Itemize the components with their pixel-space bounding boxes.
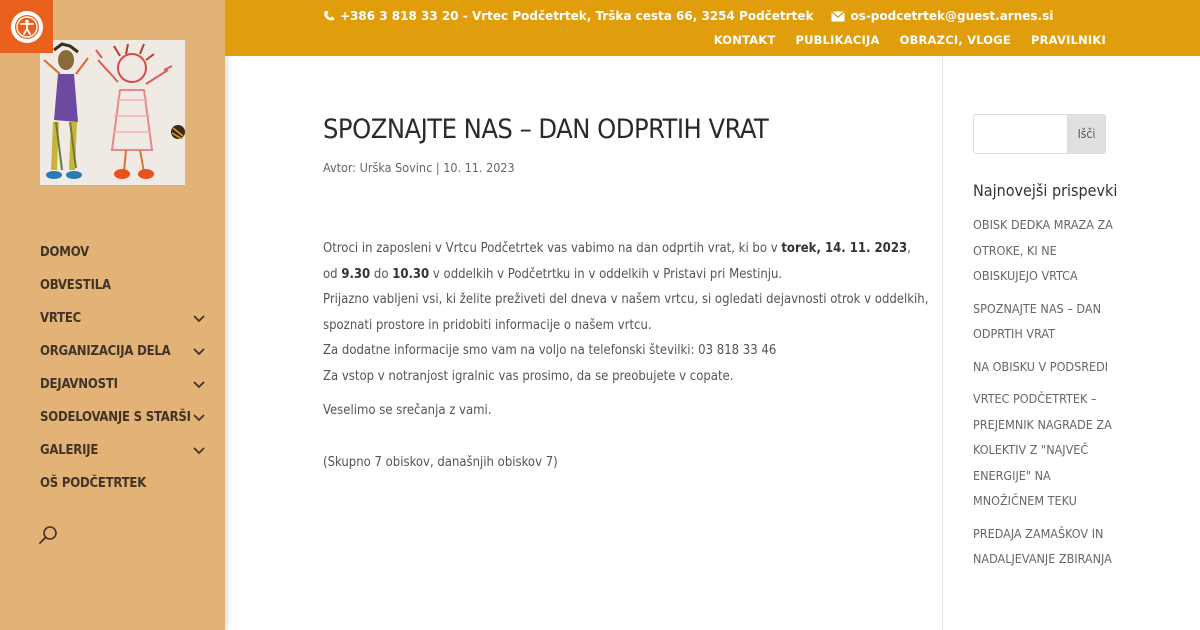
- meta-separator: |: [435, 160, 440, 175]
- post-closing: Veselimo se srečanja z vami.: [323, 402, 492, 418]
- children-drawing-image: [40, 40, 185, 185]
- recent-posts-list: [973, 212, 1113, 579]
- recent-post-link[interactable]: NA OBISKU V PODSREDI: [973, 358, 1109, 374]
- chevron-down-icon[interactable]: [192, 411, 206, 425]
- highlight-time-end: 10.30: [392, 266, 430, 282]
- top-header: [225, 0, 1200, 56]
- sidebar-item-galerije[interactable]: [40, 434, 210, 467]
- sidebar-item-label: SODELOVANJE S STARŠI: [40, 410, 191, 425]
- email-text: os-podcetrtek@guest.arnes.si: [850, 9, 1054, 23]
- sidebar-item-label: OBVESTILA: [40, 278, 111, 293]
- sidebar-divider: [942, 56, 943, 630]
- article: [323, 114, 929, 470]
- chevron-down-icon[interactable]: [192, 444, 206, 458]
- sidebar-search-button[interactable]: [38, 524, 60, 546]
- post-body: [323, 236, 929, 390]
- search-icon: [38, 524, 60, 546]
- chevron-down-icon[interactable]: [192, 312, 206, 326]
- sidebar-item-label: GALERIJE: [40, 443, 99, 458]
- body-line: od 9.30 do 10.30 v oddelkih v Podčetrtku in v oddelkih v Pristavi pri Mestinju.: [323, 266, 783, 282]
- phone-address-text: +386 3 818 33 20 - Vrtec Podčetrtek, Trška cesta 66, 3254 Podčetrtek: [340, 9, 814, 23]
- phone-icon: [323, 10, 335, 22]
- sidebar-item-vrtec[interactable]: [40, 302, 210, 335]
- widget-search-input[interactable]: [973, 114, 1067, 154]
- widget-search: [973, 114, 1106, 154]
- top-nav: [714, 33, 1106, 47]
- top-nav-pravilniki[interactable]: PRAVILNIKI: [1030, 33, 1106, 47]
- contact-info: [323, 9, 1053, 23]
- body-line: Prijazno vabljeni vsi, ki želite preživeti del dneva v našem vrtcu, si ogledati dejavnosti otrok v oddelkih,: [323, 292, 929, 308]
- sidebar-item-label: ORGANIZACIJA DELA: [40, 344, 171, 359]
- body-line: spoznati prostore in pridobiti informacije o našem vrtcu.: [323, 317, 652, 333]
- chevron-down-icon[interactable]: [192, 345, 206, 359]
- chevron-down-icon[interactable]: [192, 378, 206, 392]
- sidebar: [0, 0, 225, 630]
- highlight-date: torek, 14. 11. 2023: [781, 241, 908, 256]
- recent-post-link[interactable]: VRTEC PODČETRTEK – PREJEMNIK NAGRADE ZA KOLEKTIV Z "NAJVEČ ENERGIJE" NA MNOŽIČNEM TEKU: [973, 391, 1112, 508]
- email-link[interactable]: [831, 9, 1053, 23]
- sidebar-item-obvestila[interactable]: [40, 269, 210, 302]
- sidebar-item-domov[interactable]: [40, 236, 210, 269]
- sidebar-item-label: DOMOV: [40, 245, 89, 260]
- body-line: Za vstop v notranjost igralnic vas prosimo, da se preobujete v copate.: [323, 368, 734, 384]
- sidebar-item-o-pod-etrtek[interactable]: [40, 467, 210, 500]
- main-nav: [40, 236, 210, 500]
- envelope-icon: [831, 11, 845, 22]
- accessibility-icon: [11, 11, 43, 43]
- sidebar-item-label: OŠ PODČETRTEK: [40, 476, 147, 491]
- post-meta: [323, 160, 893, 175]
- recent-post-link[interactable]: PREDAJA ZAMAŠKOV IN NADALJEVANJE ZBIRANJA: [973, 525, 1112, 566]
- sidebar-item-label: VRTEC: [40, 311, 82, 326]
- sidebar-item-dejavnosti[interactable]: [40, 368, 210, 401]
- visit-counter: (Skupno 7 obiskov, današnjih obiskov 7): [323, 454, 558, 470]
- highlight-time-start: 9.30: [341, 266, 371, 282]
- recent-post-link[interactable]: SPOZNAJTE NAS – DAN ODPRTIH VRAT: [973, 300, 1101, 341]
- widget-search-button[interactable]: Išči: [1067, 114, 1106, 154]
- top-nav-obrazci-vloge[interactable]: OBRAZCI, VLOGE: [899, 33, 1011, 47]
- accessibility-button[interactable]: [0, 0, 53, 53]
- site-logo[interactable]: [40, 40, 185, 185]
- post-title: SPOZNAJTE NAS – DAN ODPRTIH VRAT: [323, 114, 769, 145]
- meta-author-prefix: Avtor:: [323, 160, 357, 175]
- body-line: Otroci in zaposleni v Vrtcu Podčetrtek vas vabimo na dan odprtih vrat, ki bo v torek, 14. 11. 2023,: [323, 241, 911, 256]
- recent-post-link[interactable]: OBISK DEDKA MRAZA ZA OTROKE, KI NE OBISKUJEJO VRTCA: [973, 217, 1113, 283]
- author-link[interactable]: Urška Sovinc: [359, 160, 433, 175]
- post-date: 10. 11. 2023: [443, 160, 515, 175]
- sidebar-item-organizacija-dela[interactable]: [40, 335, 210, 368]
- sidebar-item-sodelovanje-s-star-i[interactable]: [40, 401, 210, 434]
- top-nav-publikacija[interactable]: PUBLIKACIJA: [795, 33, 880, 47]
- body-line: Za dodatne informacije smo vam na voljo na telefonski številki: 03 818 33 46: [323, 343, 777, 359]
- recent-posts-title: Najnovejši prispevki: [973, 181, 1118, 200]
- top-nav-kontakt[interactable]: KONTAKT: [713, 33, 776, 47]
- sidebar-item-label: DEJAVNOSTI: [40, 377, 118, 392]
